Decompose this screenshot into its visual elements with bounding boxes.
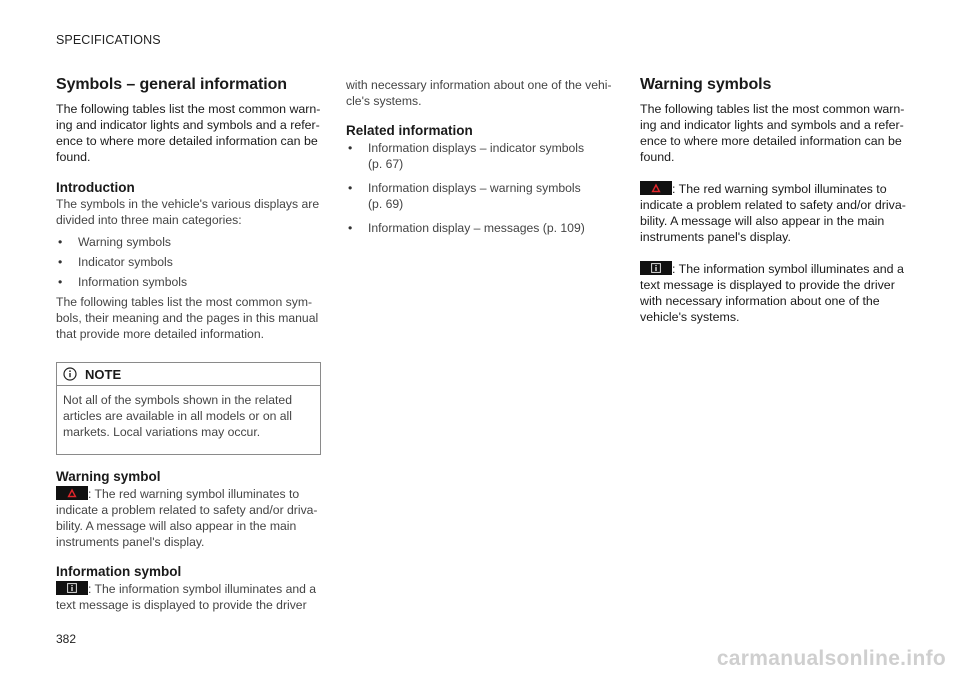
warning-symbol-description: : The red warning symbol illuminates to indicate a problem related to safety and/or driva- bility. A message will also appear in the main instruments panel's display. — [640, 182, 906, 244]
list-item: • Information symbols — [56, 274, 321, 290]
information-icon — [56, 581, 88, 595]
intro-paragraph: The following tables list the most common warn- ing and indicator lights and symbols and a refer- ence to where more detailed information can be found. — [56, 102, 321, 164]
warning-triangle-icon — [640, 181, 672, 195]
related-link[interactable]: • Information displays – indicator symbols (p. 67) — [346, 140, 612, 172]
warning-symbols-intro: The following tables list the most common warn- ing and indicator lights and symbols and a refer- ence to where more detailed information can be found. — [640, 102, 905, 164]
page-title: Symbols – general information — [56, 76, 287, 93]
introduction-paragraph: The symbols in the vehicle's various displays are divided into three main categories: — [56, 197, 320, 227]
column-3 — [640, 76, 906, 325]
watermark: carmanualsonline.info — [716, 647, 946, 670]
warning-symbol-heading: Warning symbol — [56, 469, 161, 484]
note-text: Not all of the symbols shown in the related articles are available in all models or on all markets. Local variations may occur. — [63, 393, 292, 439]
related-link[interactable]: • Information display – messages (p. 109) — [346, 220, 612, 236]
page-number: 382 — [56, 632, 77, 646]
tables-paragraph: The following tables list the most common sym- bols, their meaning and the pages in this manual that provide more detailed information. — [56, 295, 319, 341]
continuation-paragraph: with necessary information about one of the vehi- cle's systems. — [346, 78, 612, 108]
information-symbol-paragraph: : The information symbol illuminates and a text message is displayed to provide the driver — [56, 582, 317, 612]
note-info-icon — [63, 367, 77, 381]
related-links-list — [346, 140, 612, 236]
warning-triangle-icon — [56, 486, 88, 500]
category-list — [56, 234, 321, 290]
information-symbol-heading: Information symbol — [56, 564, 182, 579]
note-title: NOTE — [85, 366, 122, 382]
warning-symbol-paragraph: : The red warning symbol illuminates to indicate a problem related to safety and/or driva- bility. A message will also appear in the main instruments panel's display. — [56, 487, 318, 549]
related-link[interactable]: • Information displays – warning symbols (p. 69) — [346, 180, 612, 212]
column-1 — [56, 76, 321, 613]
introduction-heading: Introduction — [56, 180, 135, 195]
warning-symbols-title: Warning symbols — [640, 76, 772, 93]
section-label: SPECIFICATIONS — [56, 33, 161, 47]
information-symbol-description: : The information symbol illuminates and a text message is displayed to provide the driver with necessary information about one of the vehicle's systems. — [640, 262, 904, 324]
column-2 — [346, 77, 612, 240]
note-header — [57, 363, 320, 386]
note-box — [56, 362, 321, 455]
list-item: • Warning symbols — [56, 234, 321, 250]
related-information-heading: Related information — [346, 123, 473, 138]
list-item: • Indicator symbols — [56, 254, 321, 270]
information-icon — [640, 261, 672, 275]
